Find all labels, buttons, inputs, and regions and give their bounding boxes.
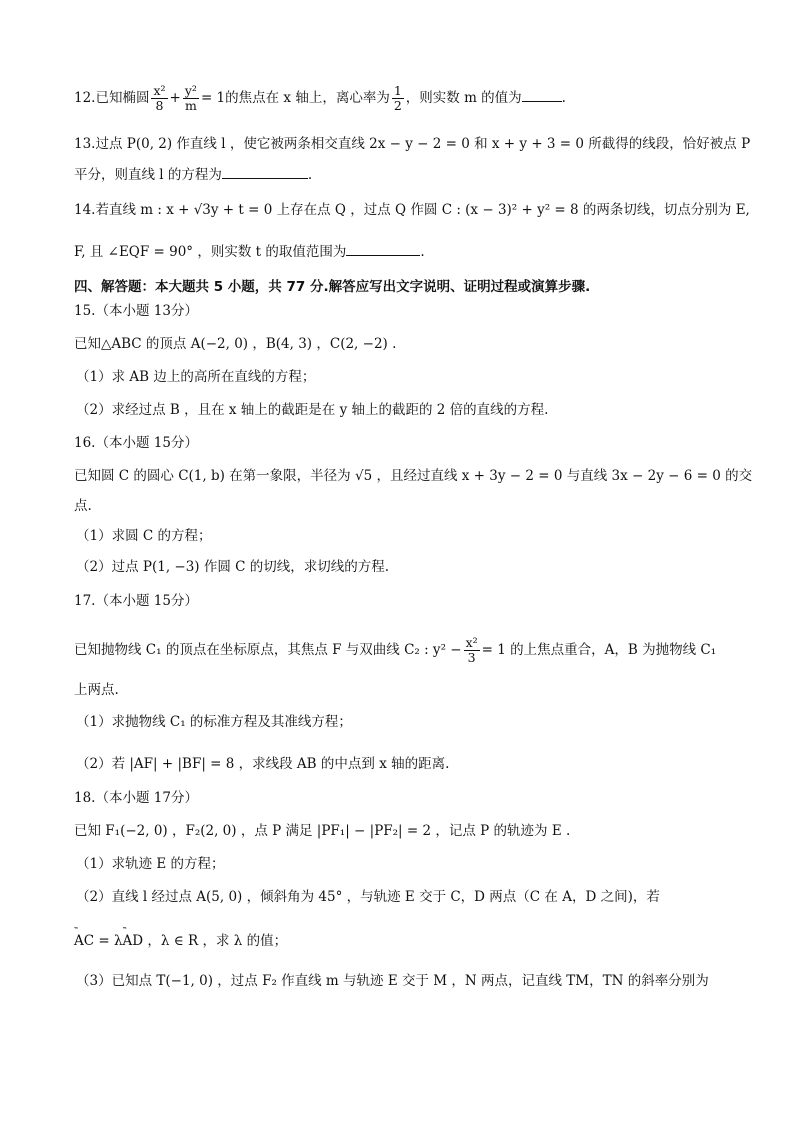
fraction-y2-over-m: $\frac{\text{y²}}{m}$ [184, 83, 197, 113]
answer-blank-12[interactable] [522, 89, 562, 102]
section-heading: 四、解答题：本大题共 5 小题，共 77 分.解答应写出文字说明、证明过程或演算步骤. [74, 279, 591, 295]
q13-text: 平分，则直线 l 的方程为 [74, 167, 222, 183]
q18-equals-lambda: = λ [94, 933, 123, 949]
q17-stem-line2: 上两点. [74, 682, 119, 698]
q17-stem-line1 [74, 636, 716, 665]
q13-end: . [307, 167, 313, 183]
fraction-x2-over-8: $\frac{\text{x²}}{8}$ [153, 83, 166, 113]
q16-part2: （2）过点 P(1, −3) 作圆 C 的切线，求切线的方程. [76, 559, 390, 575]
q12-end: . [561, 90, 566, 106]
q18-part2-line2 [74, 932, 287, 950]
q16-title: 16.（本小题 15分） [74, 435, 198, 451]
q18-title: 18.（本小题 17分） [74, 790, 198, 806]
question-14-line2 [74, 243, 425, 261]
q18-part2-rest: ，λ ∈ R ，求 λ 的值； [143, 933, 288, 949]
q15-title: 15.（本小题 13分） [74, 303, 198, 319]
question-13-line2 [74, 166, 312, 184]
q17-title: 17.（本小题 15分） [74, 593, 198, 609]
q15-part1: （1）求 AB 边上的高所在直线的方程； [76, 369, 316, 385]
q16-stem-line2: 点. [74, 498, 92, 514]
q18-part2-line1: （2）直线 l 经过点 A(5, 0) ，倾斜角为 45° ，与轨迹 E 交于 C，D 两点（C 在 A，D 之间)，若 [76, 889, 660, 905]
answer-blank-14[interactable] [346, 243, 420, 256]
q16-part1: （1）求圆 C 的方程； [76, 528, 212, 544]
q17-stem-b: = 1 的上焦点重合，A，B 为抛物线 C₁ [481, 642, 717, 658]
q15-stem: 已知△ABC 的顶点 A(−2, 0) ，B(4, 3) ，C(2, −2) . [74, 336, 397, 352]
question-13-line1: 13.过点 P(0, 2) 作直线 l ，使它被两条相交直线 2x − y − 2 = 0 和 x + y + 3 = 0 所截得的线段，恰好被点 P [74, 136, 751, 152]
q18-part3: （3）已知点 T(−1, 0) ，过点 F₂ 作直线 m 与轨迹 E 交于 M ，N 两点，记直线 TM，TN 的斜率分别为 [76, 973, 709, 989]
q17-part2: （2）若 |AF| + |BF| = 8 ，求线段 AB 的中点到 x 轴的距离. [76, 756, 450, 772]
fraction-one-half: $\frac{1}{2}$ [393, 83, 402, 113]
q14-text: F, 且 ∠EQF = 90° ，则实数 t 的取值范围为 [74, 244, 347, 260]
q12-text-c: ，则实数 m 的值为 [405, 90, 522, 106]
answer-blank-13[interactable] [222, 166, 308, 179]
q18-part1: （1）求轨迹 E 的方程； [76, 856, 225, 872]
q12-text-b: = 1的焦点在 x 轴上，离心率为 [200, 90, 390, 106]
vector-ad: ‵‵‵ AD [123, 932, 144, 950]
q18-stem: 已知 F₁(−2, 0) ，F₂(2, 0) ，点 P 满足 |PF₁| − |PF₂| = 2 ，记点 P 的轨迹为 E . [74, 823, 571, 839]
q17-part1: （1）求抛物线 C₁ 的标准方程及其准线方程； [76, 714, 352, 730]
q14-end: . [420, 244, 425, 260]
q12-text-a: 12.已知椭圆 [74, 90, 150, 106]
q17-stem-a: 已知抛物线 C₁ 的顶点在坐标原点，其焦点 F 与双曲线 C₂ : y² − [74, 642, 462, 658]
plus-sign: + [169, 90, 181, 106]
question-14-line1: 14.若直线 m : x + √3y + t = 0 上存在点 Q ，过点 Q 作圆 C : (x − 3)² + y² = 8 的两条切线，切点分别为 E, [74, 202, 750, 218]
q16-stem-line1: 已知圆 C 的圆心 C(1, b) 在第一象限，半径为 √5 ，且经过直线 x + 3y − 2 = 0 与直线 3x − 2y − 6 = 0 的交 [74, 468, 753, 484]
question-12 [74, 84, 566, 113]
fraction-x2-over-3: $\frac{\text{x²}}{3}$ [465, 635, 478, 665]
q15-part2: （2）求经过点 B ，且在 x 轴上的截距是在 y 轴上的截距的 2 倍的直线的方程. [76, 402, 549, 418]
vector-ac: ‵‵‵ AC [74, 932, 94, 950]
